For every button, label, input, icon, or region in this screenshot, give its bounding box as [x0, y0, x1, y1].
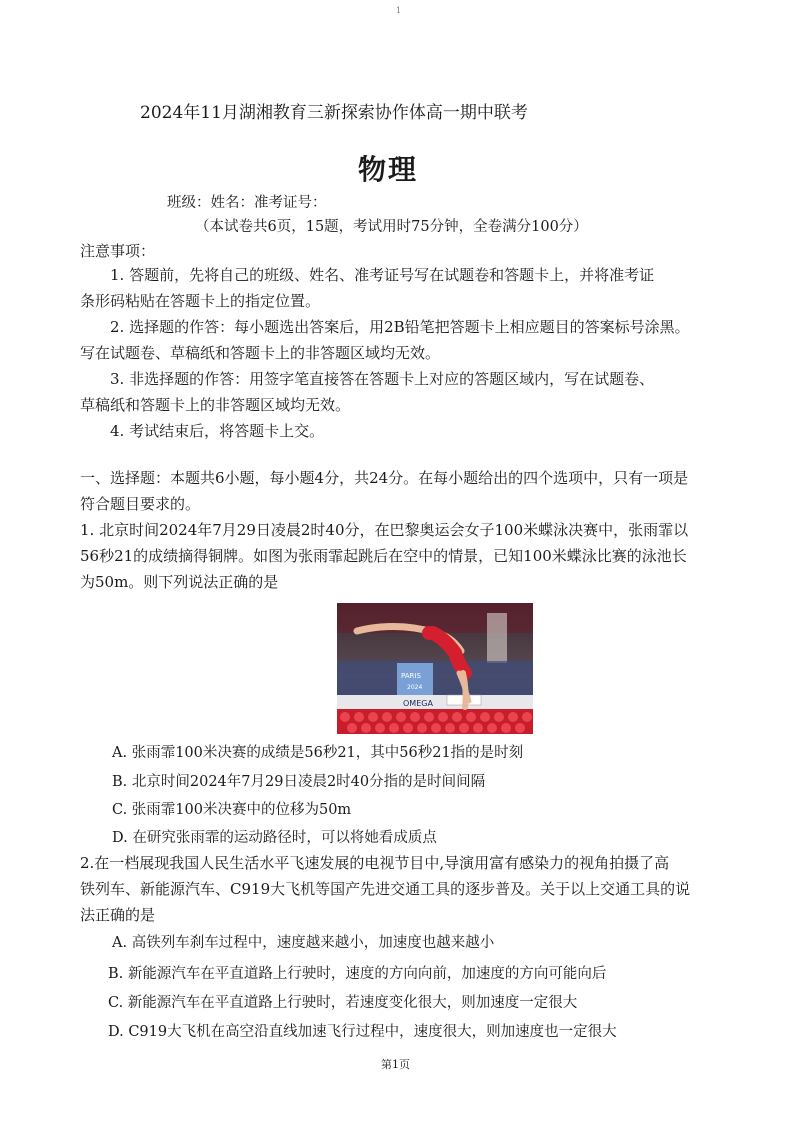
question-stem: 铁列车、新能源汽车、C919大飞机等国产先进交通工具的逐步普及。关于以上交通工具的说	[80, 880, 691, 898]
option-a: A. 张雨霏100米决赛的成绩是56秒21，其中56秒21指的是时刻	[112, 745, 524, 761]
notice-line: 条形码粘贴在答题卡上的指定位置。	[80, 292, 321, 310]
page-number: 第1页	[381, 1058, 410, 1071]
page-top-mark: 1	[396, 6, 402, 15]
question-stem: 56秒21的成绩摘得铜牌。如图为张雨霏起跳后在空中的情景，已知100米蝶泳比赛的泳池长	[80, 547, 687, 565]
subject-title: 物理	[358, 153, 419, 186]
omega-logo-text: OMEGA	[403, 699, 433, 708]
question-stem: 1. 北京时间2024年7月29日凌晨2时40分，在巴黎奥运会女子100米蝶泳决赛中，张雨霏以	[80, 521, 689, 539]
notice-line: 2. 选择题的作答：每小题选出答案后，用2B铅笔把答题卡上相应题目的答案标号涂黑。	[110, 318, 690, 336]
exam-info: （本试卷共6页，15题，考试用时75分钟，全卷满分100分）	[195, 219, 588, 235]
notice-line: 写在试题卷、草稿纸和答题卡上的非答题区域均无效。	[80, 344, 441, 362]
paris-logo-text: PARIS	[401, 672, 421, 680]
student-info: 班级：姓名：准考证号：	[167, 195, 327, 211]
section-heading: 一、选择题：本题共6小题，每小题4分，共24分。在每小题给出的四个选项中，只有一项是	[80, 469, 689, 487]
notice-line: 4. 考试结束后，将答题卡上交。	[110, 422, 325, 440]
notice-heading: 注意事项：	[80, 242, 156, 260]
year-logo-text: 2024	[407, 684, 423, 691]
option-c: C. 张雨霏100米决赛中的位移为50m	[112, 802, 352, 818]
option-d: D. 在研究张雨霏的运动路径时，可以将她看成质点	[112, 830, 437, 846]
notice-line: 草稿纸和答题卡上的非答题区域均无效。	[80, 396, 351, 414]
question-stem: 2.在一档展现我国人民生活水平飞速发展的电视节目中,导演用富有感染力的视角拍摄了高	[80, 854, 670, 872]
section-heading: 符合题目要求的。	[80, 495, 201, 513]
exam-title: 2024年11月湖湘教育三新探索协作体高一期中联考	[140, 103, 528, 123]
option-c: C. 新能源汽车在平直道路上行驶时，若速度变化很大，则加速度一定很大	[108, 995, 578, 1011]
option-a: A. 高铁列车刹车过程中，速度越来越小，加速度也越来越小	[112, 935, 495, 951]
option-d: D. C919大飞机在高空沿直线加速飞行过程中，速度很大，则加速度也一定很大	[108, 1024, 617, 1040]
swimmer-photo	[337, 603, 533, 734]
option-b: B. 新能源汽车在平直道路上行驶时，速度的方向向前，加速度的方向可能向后	[108, 966, 607, 982]
notice-line: 3. 非选择题的作答：用签字笔直接答在答题卡上对应的答题区域内，写在试题卷、	[110, 370, 655, 388]
option-b: B. 北京时间2024年7月29日凌晨2时40分指的是时间间隔	[112, 774, 486, 790]
question-stem: 法正确的是	[80, 906, 156, 924]
notice-line: 1. 答题前，先将自己的班级、姓名、准考证号写在试题卷和答题卡上，并将准考证	[110, 266, 655, 284]
question-stem: 为50m。则下列说法正确的是	[80, 573, 279, 591]
